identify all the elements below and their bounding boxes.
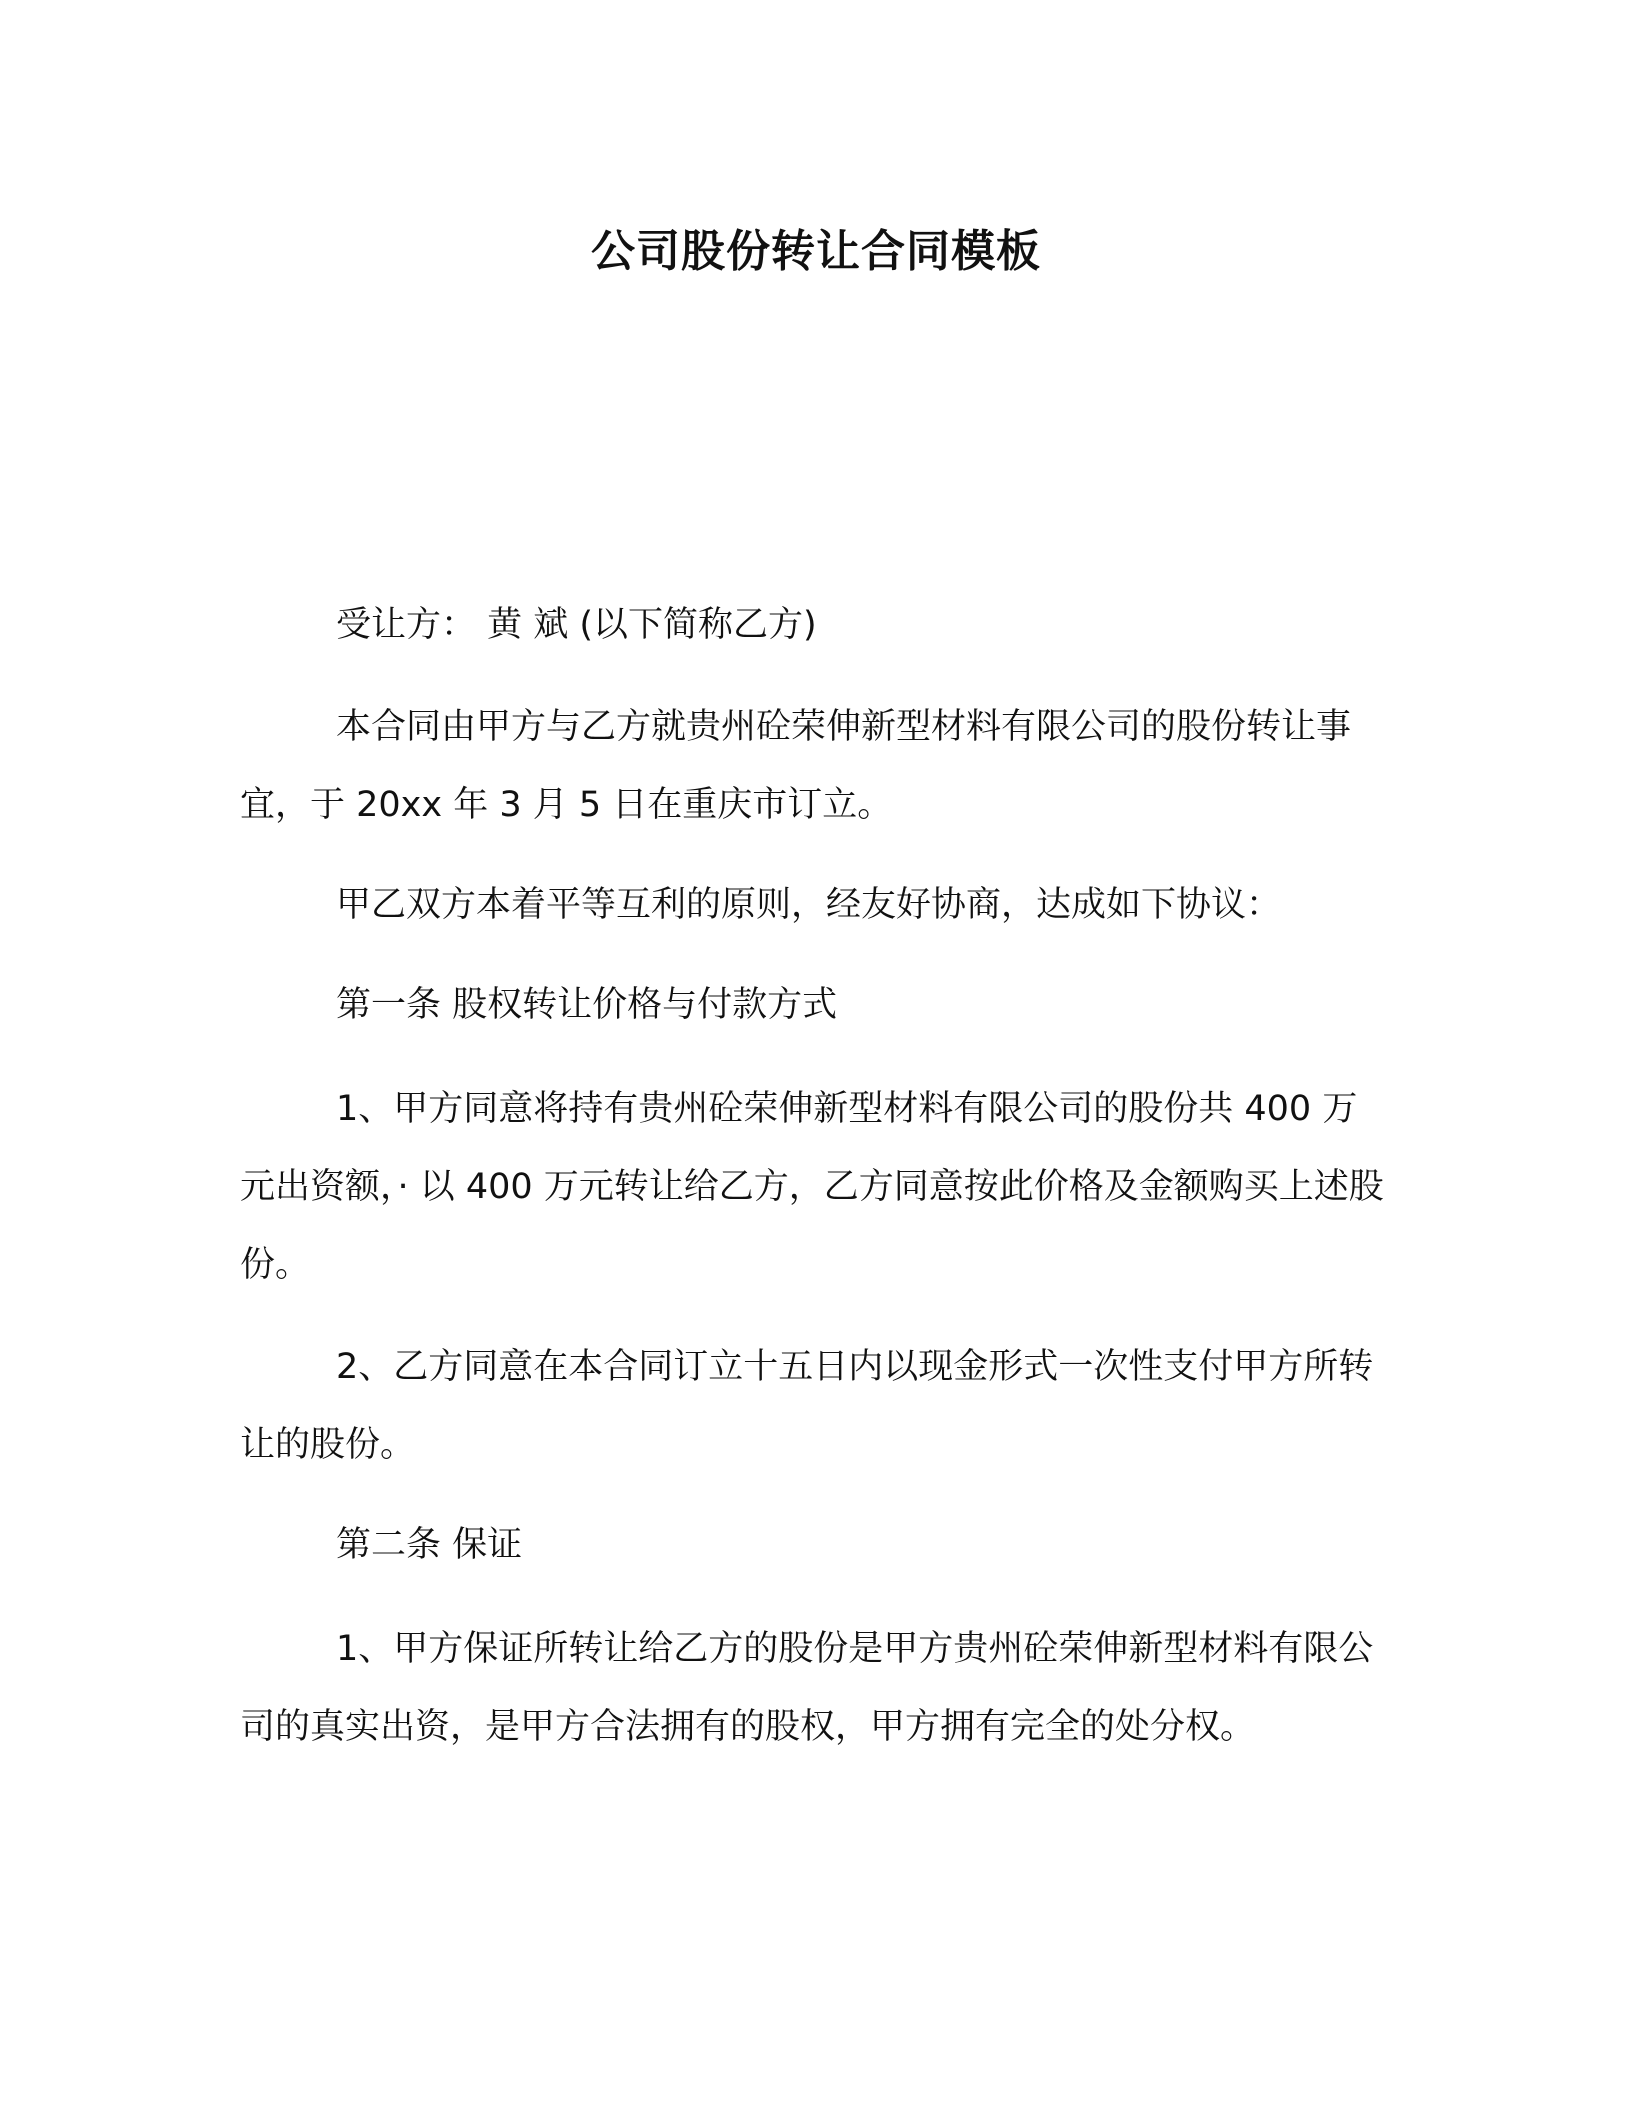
article-1-item-1: 1、甲方同意将持有贵州砼荣伸新型材料有限公司的股份共 400 万元出资额，· 以 400 万元转让给乙方，乙方同意按此价格及金额购买上述股份。 [240, 1089, 1384, 1285]
intro-paragraph: 本合同由甲方与乙方就贵州砼荣伸新型材料有限公司的股份转让事宜，于 20xx 年 3 月 5 日在重庆市订立。 [240, 707, 1352, 825]
article-2-heading: 第二条 保证 [336, 1525, 523, 1565]
transferee-paragraph: 受让方： 黄 斌 (以下简称乙方) [336, 605, 817, 645]
article-1-item-2: 2、乙方同意在本合同订立十五日内以现金形式一次性支付甲方所转让的股份。 [240, 1347, 1374, 1465]
consensus-paragraph: 甲乙双方本着平等互利的原则，经友好协商，达成如下协议： [336, 885, 1282, 925]
article-2-item-1: 1、甲方保证所转让给乙方的股份是甲方贵州砼荣伸新型材料有限公司的真实出资，是甲方合法拥有的股权，甲方拥有完全的处分权。 [240, 1629, 1374, 1747]
article-1-heading: 第一条 股权转让价格与付款方式 [336, 985, 838, 1025]
document-title: 公司股份转让合同模板 [591, 226, 1041, 277]
